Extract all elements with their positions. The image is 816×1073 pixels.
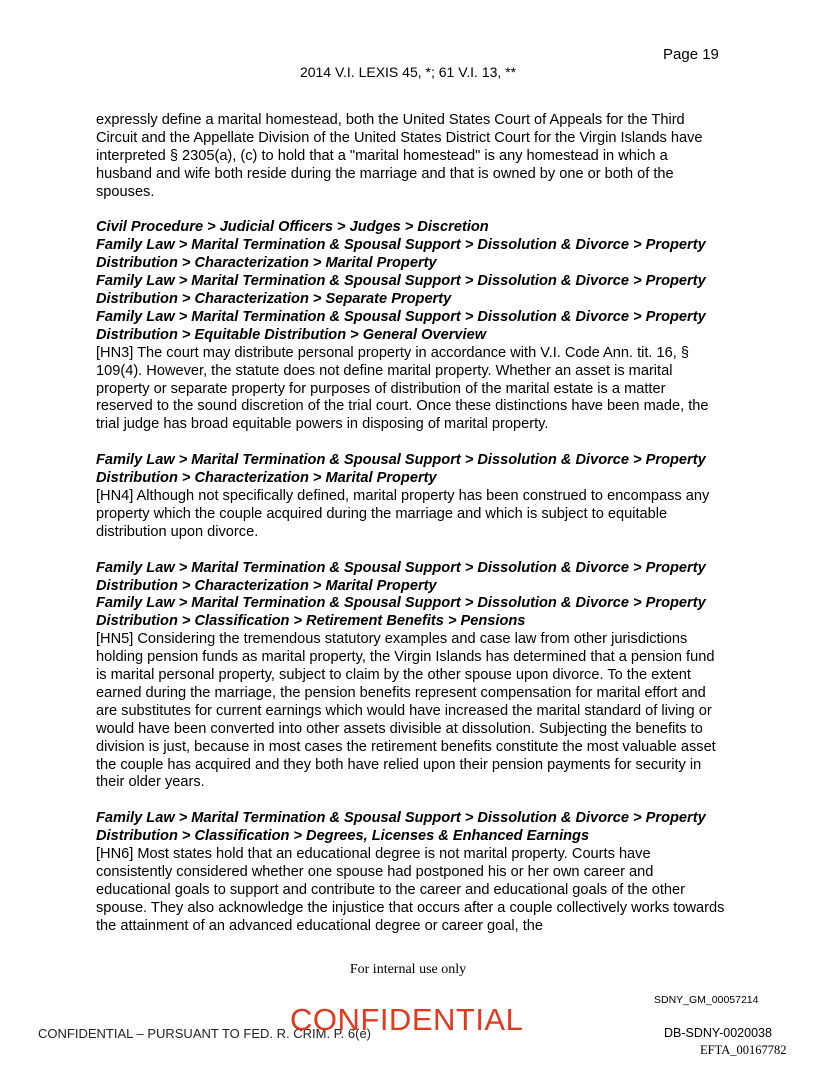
topic-path: Family Law > Marital Termination & Spousal Support > Dissolution & Divorce > Property Distribution > Characterization > Marital Property: [96, 452, 706, 487]
headnote-hn4: [96, 452, 726, 542]
headnote-text: [HN5] Considering the tremendous statutory examples and case law from other jurisdictions holding pension funds as marital property, the Virgin Islands has determined that a pension fund is marital personal property, subject to claim by the other spouse upon divorce. To the extent earned during the marriage, the pension benefits represent compensation for marital effort and are substitutes for current earnings which would have increased the marital standard of living or would have been converted into other assets divisible at dissolution. Subjecting the benefits to division is just, because in most cases the retirement benefits constitute the most valuable asset the couple has acquired and they both have relied upon their pension payments for security in their older years.: [96, 631, 716, 791]
topic-path: Civil Procedure > Judicial Officers > Judges > Discretion: [96, 219, 489, 236]
topic-path: Family Law > Marital Termination & Spousal Support > Dissolution & Divorce > Property Distribution > Classification > Retirement Benefits > Pensions: [96, 595, 706, 630]
topic-path: Family Law > Marital Termination & Spousal Support > Dissolution & Divorce > Property Distribution > Characterization > Separate Property: [96, 273, 706, 308]
headnote-hn6: [96, 810, 726, 935]
confidential-notice: CONFIDENTIAL – PURSUANT TO FED. R. CRIM. P. 6(e): [38, 1026, 372, 1041]
confidential-stamp: CONFIDENTIAL: [290, 1002, 524, 1037]
efta-number: EFTA_00167782: [700, 1043, 787, 1057]
internal-use-notice: For internal use only: [349, 962, 467, 977]
topic-path: Family Law > Marital Termination & Spousal Support > Dissolution & Divorce > Property Distribution > Equitable Distribution > General Overview: [96, 308, 706, 343]
headnote-text: [HN6] Most states hold that an educational degree is not marital property. Courts have consistently considered whether one spouse had postponed his or her own career and educational goals to support and contribute to the career and educational goals of the other spouse. They also acknowledge the injustice that occurs after a couple collectively works towards the attainment of an advanced educational degree or career goal, the: [96, 846, 725, 934]
headnote-hn3: [96, 219, 726, 434]
running-header-citation: 2014 V.I. LEXIS 45, *; 61 V.I. 13, **: [299, 64, 517, 80]
topic-path: Family Law > Marital Termination & Spousal Support > Dissolution & Divorce > Property Distribution > Classification > Degrees, Licenses & Enhanced Earnings: [96, 810, 706, 845]
headnote-text: [HN3] The court may distribute personal property in accordance with V.I. Code Ann. tit. 16, § 109(4). However, the statute does not define marital property. Whether an asset is marital property or separate property for purposes of distribution of the marital estate is a matter reserved to the sound discretion of the trial court. Once these distinctions have been made, the trial judge has broad equitable powers in disposing of marital property.: [96, 344, 709, 433]
bates-number-db: DB-SDNY-0020038: [664, 1026, 772, 1040]
intro-paragraph: expressly define a marital homestead, both the United States Court of Appeals for the Third Circuit and the Appellate Division of the United States District Court for the Virgin Islands have interpreted § 2305(a), (c) to hold that a "marital homestead" is any homestead in which a husband and wife both reside during the marriage and that is owned by one or both of the spouses.: [96, 112, 703, 200]
headnote-text: [HN4] Although not specifically defined, marital property has been construed to encompass any property which the couple acquired during the marriage and which is subject to equitable distribution upon divorce.: [96, 488, 710, 540]
headnote-hn5: [96, 560, 726, 793]
document-body: [96, 112, 726, 936]
topic-path: Family Law > Marital Termination & Spousal Support > Dissolution & Divorce > Property Distribution > Characterization > Marital Property: [96, 237, 706, 272]
topic-path: Family Law > Marital Termination & Spousal Support > Dissolution & Divorce > Property Distribution > Characterization > Marital Property: [96, 559, 706, 594]
page-number: Page 19: [663, 46, 719, 63]
bates-number-gm: SDNY_GM_00057214: [654, 994, 759, 1006]
